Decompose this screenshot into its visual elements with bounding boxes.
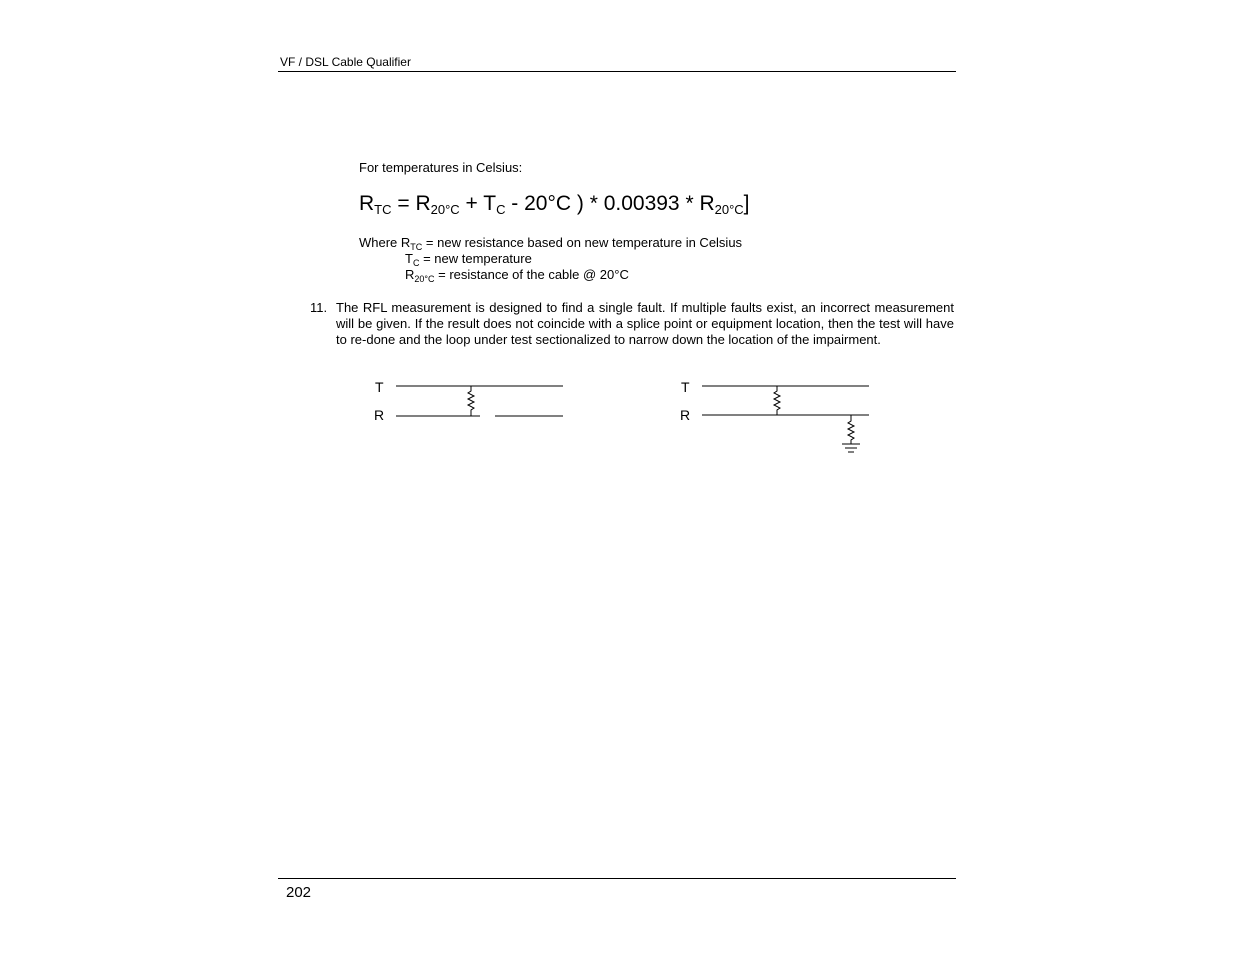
diagram-left <box>374 379 563 423</box>
formula-tc-subscript: C <box>496 202 506 217</box>
tc-letter: T <box>405 251 413 266</box>
where-prefix: Where R <box>359 235 411 250</box>
fault-resistor-icon <box>774 386 780 415</box>
formula-close-bracket: ] <box>743 192 750 215</box>
tc-subscript: C <box>412 258 420 268</box>
r20-letter: R <box>405 267 415 282</box>
formula-rtc-subscript: TC <box>374 202 392 217</box>
r20-definition: = resistance of the cable @ 20°C <box>434 267 629 282</box>
diagram-right <box>680 379 869 452</box>
ring-label: R <box>680 407 691 423</box>
formula-r: R <box>359 192 375 215</box>
ring-label: R <box>374 407 385 423</box>
tc-definition: = new temperature <box>419 251 532 266</box>
tip-label: T <box>375 379 384 395</box>
running-header: VF / DSL Cable Qualifier <box>280 55 411 69</box>
list-item-number: 11. <box>310 300 328 315</box>
formula-plus-t: + T <box>459 192 497 215</box>
formula-r20-subscript: 20°C <box>430 202 460 217</box>
ground-fault-resistor-icon <box>848 415 854 444</box>
rtc-subscript: TC <box>410 242 423 252</box>
intro-text: For temperatures in Celsius: <box>359 160 523 175</box>
formula-eq: = R <box>391 192 431 215</box>
r20-subscript: 20°C <box>414 274 435 284</box>
fault-resistor-icon <box>468 386 474 416</box>
rtc-definition: = new resistance based on new temperature in Celsius <box>422 235 743 250</box>
tip-label: T <box>681 379 690 395</box>
formula-r20-subscript-2: 20°C <box>714 202 744 217</box>
footer-rule <box>278 878 956 879</box>
formula-rest: - 20°C ) * 0.00393 * R <box>505 192 715 215</box>
page-number: 202 <box>286 884 312 901</box>
list-item-text: The RFL measurement is designed to find a single fault. If multiple faults exist, an incorrect measurement will be given. If the result does not coincide with a splice point or equipment location, then the test will have to re-done and the loop under test sectionalized to narrow down the location of the impairment. <box>336 300 954 347</box>
